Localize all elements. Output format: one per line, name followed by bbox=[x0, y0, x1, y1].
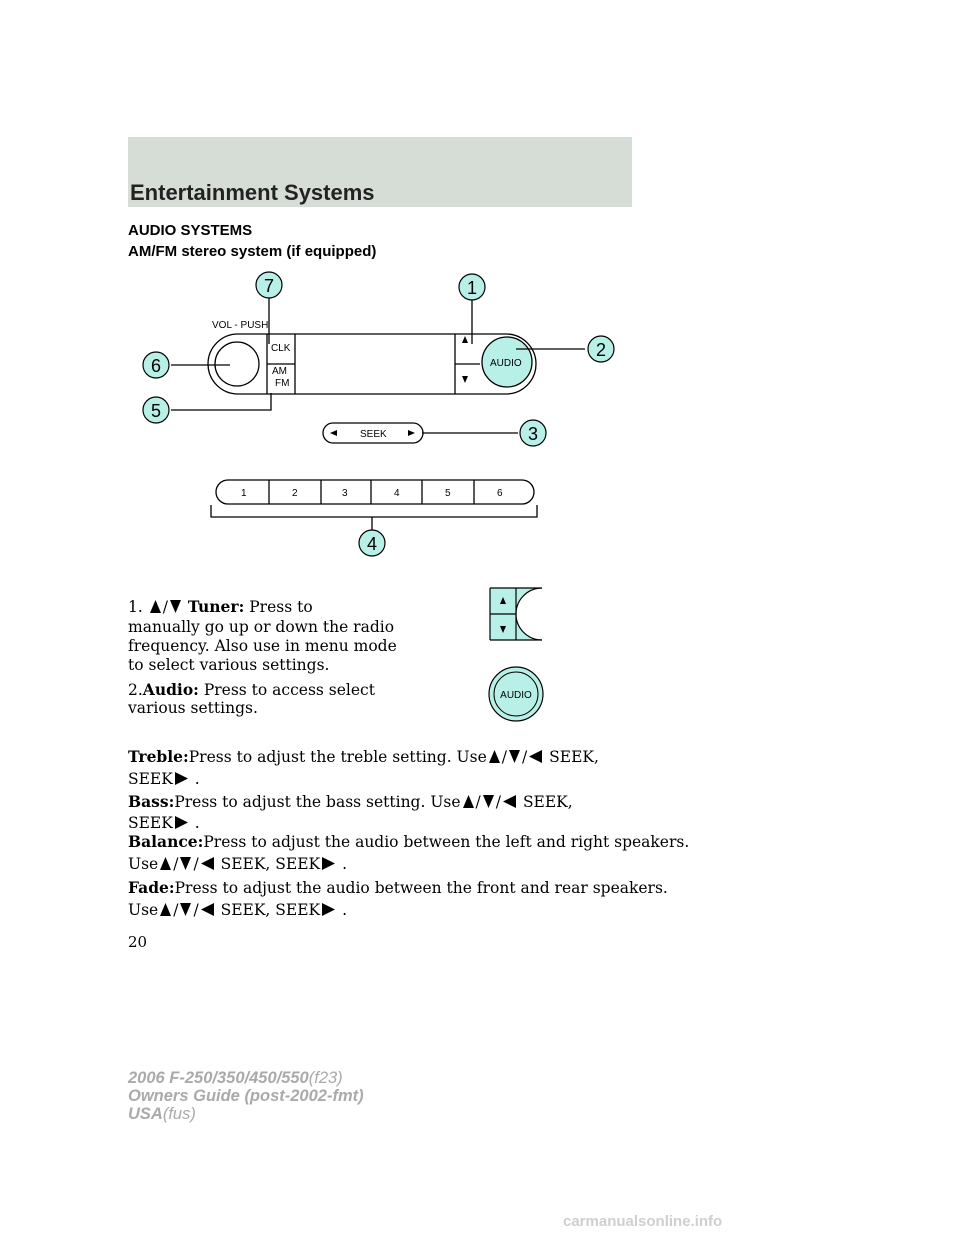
tuner-line-4: to select various settings. bbox=[128, 656, 330, 674]
treble-line-1: Treble:Press to adjust the treble setting. Use / / SEEK, bbox=[128, 747, 599, 766]
preset-4: 4 bbox=[394, 488, 400, 499]
right-triangle-icon bbox=[321, 856, 336, 871]
down-triangle-icon bbox=[179, 856, 192, 871]
bass-line-2: SEEK . bbox=[128, 814, 200, 832]
bass-line-1: Bass:Press to adjust the bass setting. Use / / SEEK, bbox=[128, 792, 573, 811]
audio-line-1: 2.Audio: Press to access select bbox=[128, 680, 375, 699]
right-triangle-icon bbox=[321, 902, 336, 917]
footer-line-3: USA(fus) bbox=[128, 1105, 196, 1123]
left-triangle-icon bbox=[200, 856, 215, 871]
right-triangle-icon bbox=[174, 771, 189, 786]
callout-6: 6 bbox=[150, 356, 162, 376]
left-triangle-icon bbox=[502, 794, 517, 809]
clk-label: CLK bbox=[271, 343, 291, 354]
page-header-title: Entertainment Systems bbox=[130, 180, 375, 205]
tuner-illustration bbox=[490, 588, 542, 640]
callout-4: 4 bbox=[366, 534, 378, 554]
callout-3: 3 bbox=[527, 424, 539, 444]
fm-label: FM bbox=[275, 378, 290, 389]
callout-1: 1 bbox=[466, 278, 478, 298]
treble-line-2: SEEK . bbox=[128, 770, 200, 788]
callout-7: 7 bbox=[263, 276, 275, 296]
preset-5: 5 bbox=[445, 488, 451, 499]
audio-term: Audio: bbox=[142, 680, 199, 699]
audio-button-illustration bbox=[489, 667, 543, 721]
fade-term: Fade: bbox=[128, 878, 175, 897]
up-triangle-icon bbox=[462, 794, 475, 809]
callout-5: 5 bbox=[150, 401, 162, 421]
up-triangle-icon bbox=[159, 856, 172, 871]
audio-button-label: AUDIO bbox=[490, 358, 522, 369]
am-label: AM bbox=[272, 366, 287, 377]
audio-line-2: various settings. bbox=[128, 699, 258, 717]
up-triangle-icon bbox=[159, 902, 172, 917]
footer-line-2: Owners Guide (post-2002-fmt) bbox=[128, 1087, 364, 1105]
preset-2: 2 bbox=[292, 488, 298, 499]
preset-1: 1 bbox=[241, 488, 247, 499]
down-triangle-icon bbox=[179, 902, 192, 917]
seek-label: SEEK bbox=[360, 429, 387, 440]
up-triangle-icon bbox=[488, 749, 501, 764]
footer-line-1: 2006 F-250/350/450/550(f23) bbox=[128, 1069, 343, 1087]
vol-push-label: VOL - PUSH bbox=[212, 320, 269, 331]
fade-line-1: Fade:Press to adjust the audio between the front and rear speakers. bbox=[128, 878, 668, 897]
bass-term: Bass: bbox=[128, 792, 175, 811]
section-subtitle: AM/FM stereo system (if equipped) bbox=[128, 243, 377, 260]
down-triangle-icon bbox=[169, 599, 182, 614]
balance-line-1: Balance:Press to adjust the audio between the left and right speakers. bbox=[128, 832, 690, 851]
down-triangle-icon bbox=[508, 749, 521, 764]
up-triangle-icon bbox=[149, 599, 162, 614]
balance-term: Balance: bbox=[128, 832, 204, 851]
page-number: 20 bbox=[128, 933, 148, 951]
tuner-line-1: 1. / Tuner: Press to bbox=[128, 597, 313, 616]
right-triangle-icon bbox=[174, 815, 189, 830]
down-triangle-icon bbox=[482, 794, 495, 809]
preset-6: 6 bbox=[497, 488, 503, 499]
preset-3: 3 bbox=[342, 488, 348, 499]
tuner-line-3: frequency. Also use in menu mode bbox=[128, 637, 397, 655]
audio-illustration-label: AUDIO bbox=[500, 690, 532, 701]
left-triangle-icon bbox=[200, 902, 215, 917]
tuner-term: Tuner: bbox=[187, 597, 245, 616]
fade-line-2: Use / / SEEK, SEEK . bbox=[128, 901, 347, 919]
watermark: carmanualsonline.info bbox=[563, 1213, 723, 1230]
section-title: AUDIO SYSTEMS bbox=[128, 222, 253, 239]
left-triangle-icon bbox=[528, 749, 543, 764]
treble-term: Treble: bbox=[128, 747, 189, 766]
footer bbox=[128, 1069, 364, 1123]
tuner-line-2: manually go up or down the radio bbox=[128, 618, 395, 636]
callout-2: 2 bbox=[595, 340, 607, 360]
balance-line-2: Use / / SEEK, SEEK . bbox=[128, 855, 347, 873]
